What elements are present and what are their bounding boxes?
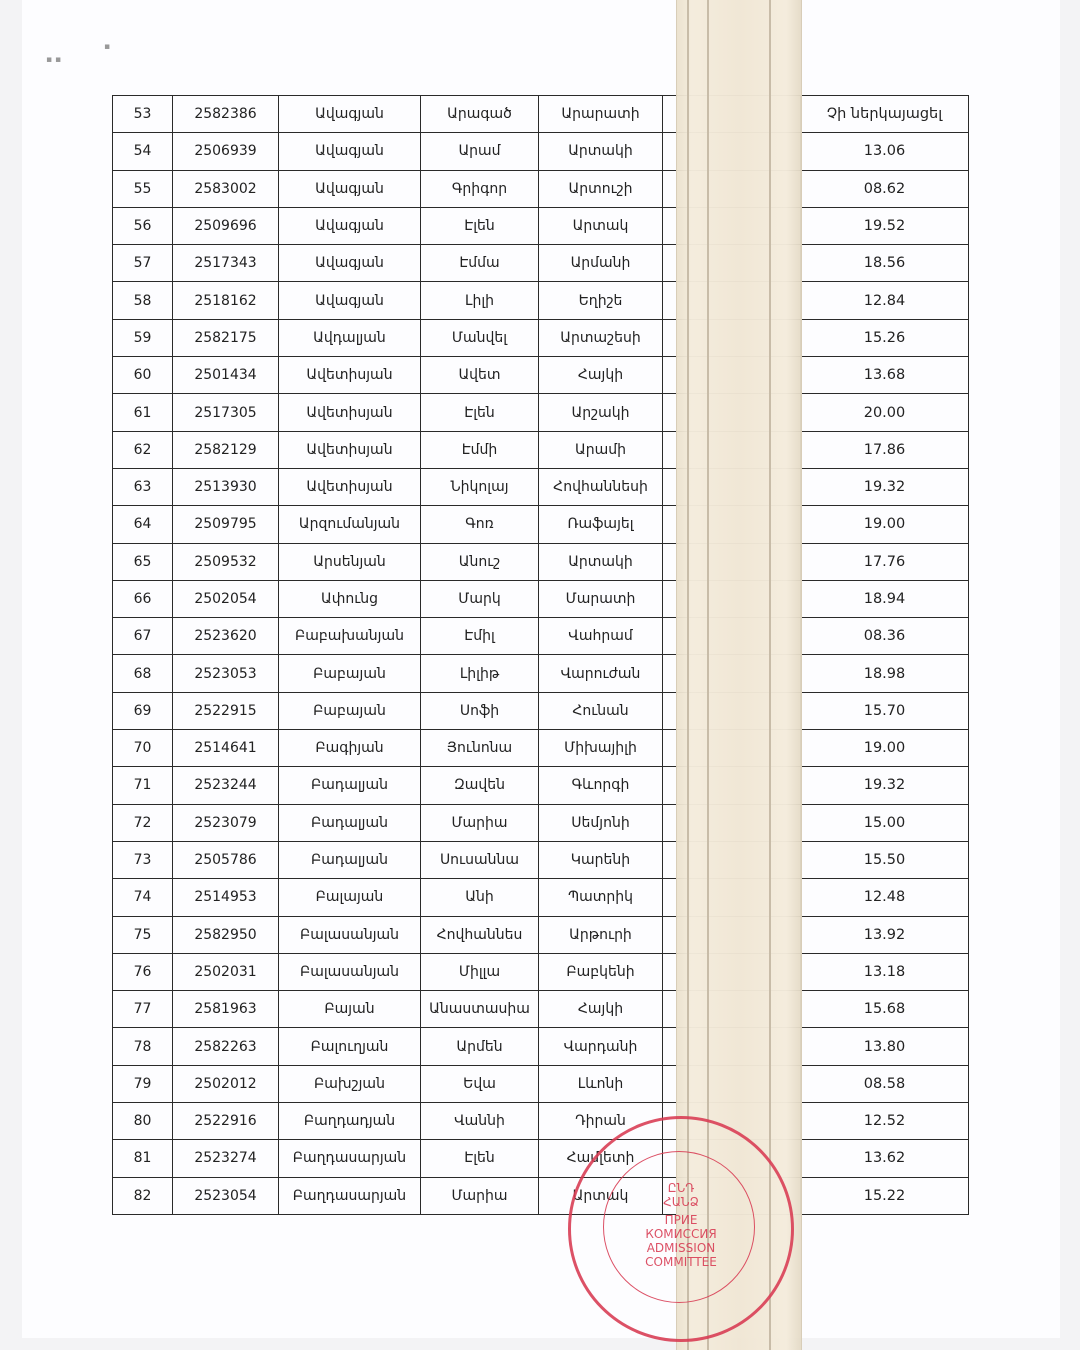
applicant-id-cell: 2582129 [173, 431, 279, 468]
table-row [113, 506, 969, 543]
surname-cell: Բաղդասարյան [279, 1177, 421, 1214]
first-name-cell: Անուշ [421, 543, 539, 580]
surname-cell: Բագիյան [279, 730, 421, 767]
table-row [113, 1065, 969, 1102]
table-row [113, 1103, 969, 1140]
patronymic-cell: Արտակ [539, 1177, 663, 1214]
row-number-cell: 78 [113, 1028, 173, 1065]
applicant-id-cell: 2582950 [173, 916, 279, 953]
patronymic-cell: Հունան [539, 692, 663, 729]
row-number-cell: 66 [113, 580, 173, 617]
first-name-cell: Գրիգոր [421, 170, 539, 207]
applicant-id-cell: 2509795 [173, 506, 279, 543]
first-name-cell: Սուսաննա [421, 841, 539, 878]
score-cell: 08.36 [801, 618, 969, 655]
row-number-cell: 79 [113, 1065, 173, 1102]
first-name-cell: Էմիլ [421, 618, 539, 655]
applicant-id-cell: 2583002 [173, 170, 279, 207]
applicant-id-cell: 2501434 [173, 357, 279, 394]
applicant-id-cell: 2581963 [173, 991, 279, 1028]
patronymic-cell: Լևոնի [539, 1065, 663, 1102]
table-row [113, 953, 969, 990]
first-name-cell: Էլեն [421, 394, 539, 431]
stamp-text-line: ԸՆԴ [667, 1181, 695, 1195]
surname-cell: Ավետիսյան [279, 394, 421, 431]
row-number-cell: 55 [113, 170, 173, 207]
first-name-cell: Հովհաննես [421, 916, 539, 953]
surname-cell: Ավագյան [279, 207, 421, 244]
stamp-text-line: ADMISSION [646, 1241, 716, 1255]
score-cell: 15.70 [801, 692, 969, 729]
first-name-cell: Մարիա [421, 804, 539, 841]
table-row [113, 730, 969, 767]
score-cell: 13.62 [801, 1140, 969, 1177]
table-row [113, 916, 969, 953]
table-row [113, 655, 969, 692]
first-name-cell: Էլեն [421, 1140, 539, 1177]
tape-fold-line [769, 0, 771, 1350]
score-cell: 19.00 [801, 730, 969, 767]
first-name-cell: Մարկ [421, 580, 539, 617]
table-row [113, 170, 969, 207]
first-name-cell: Ավետ [421, 357, 539, 394]
score-cell: 17.76 [801, 543, 969, 580]
row-number-cell: 68 [113, 655, 173, 692]
applicant-id-cell: 2522915 [173, 692, 279, 729]
score-cell: 08.62 [801, 170, 969, 207]
applicant-id-cell: 2523053 [173, 655, 279, 692]
first-name-cell: Վաննի [421, 1103, 539, 1140]
row-number-cell: 81 [113, 1140, 173, 1177]
score-cell: 13.92 [801, 916, 969, 953]
surname-cell: Ավագյան [279, 133, 421, 170]
row-number-cell: 64 [113, 506, 173, 543]
table-row [113, 394, 969, 431]
patronymic-cell: Արտակի [539, 543, 663, 580]
score-cell: 15.22 [801, 1177, 969, 1214]
table-row [113, 692, 969, 729]
patronymic-cell: Արտաշեսի [539, 319, 663, 356]
table-row [113, 841, 969, 878]
table-row [113, 804, 969, 841]
applicant-id-cell: 2502054 [173, 580, 279, 617]
applicant-id-cell: 2517305 [173, 394, 279, 431]
applicant-id-cell: 2514641 [173, 730, 279, 767]
patronymic-cell: Պատրիկ [539, 879, 663, 916]
surname-cell: Բալուղյան [279, 1028, 421, 1065]
surname-cell: Բալայան [279, 879, 421, 916]
table-row [113, 1028, 969, 1065]
patronymic-cell: Հայկի [539, 991, 663, 1028]
first-name-cell: Լիլիթ [421, 655, 539, 692]
patronymic-cell: Միխայիլի [539, 730, 663, 767]
patronymic-cell: Արամի [539, 431, 663, 468]
score-cell: 15.00 [801, 804, 969, 841]
score-cell: 20.00 [801, 394, 969, 431]
table-row [113, 282, 969, 319]
surname-cell: Արսենյան [279, 543, 421, 580]
row-number-cell: 58 [113, 282, 173, 319]
first-name-cell: Էմմա [421, 245, 539, 282]
score-cell: 13.06 [801, 133, 969, 170]
table-row [113, 580, 969, 617]
row-number-cell: 61 [113, 394, 173, 431]
first-name-cell: Անաստասիա [421, 991, 539, 1028]
applicant-id-cell: 2506939 [173, 133, 279, 170]
score-cell: 18.94 [801, 580, 969, 617]
row-number-cell: 63 [113, 468, 173, 505]
patronymic-cell: Արարատի [539, 96, 663, 133]
surname-cell: Ավագյան [279, 170, 421, 207]
surname-cell: Ավագյան [279, 96, 421, 133]
stamp-text-line: ՀԱՆՁ [663, 1195, 699, 1209]
surname-cell: Բալասանյան [279, 953, 421, 990]
applicant-id-cell: 2509696 [173, 207, 279, 244]
applicant-id-cell: 2502012 [173, 1065, 279, 1102]
surname-cell: Բադալյան [279, 804, 421, 841]
patronymic-cell: Արտակ [539, 207, 663, 244]
surname-cell: Բախշյան [279, 1065, 421, 1102]
row-number-cell: 57 [113, 245, 173, 282]
patronymic-cell: Ռաֆայել [539, 506, 663, 543]
first-name-cell: Միլլա [421, 953, 539, 990]
surname-cell: Արզումանյան [279, 506, 421, 543]
row-number-cell: 73 [113, 841, 173, 878]
patronymic-cell: Հայկի [539, 357, 663, 394]
table-row [113, 431, 969, 468]
table-row [113, 543, 969, 580]
applicant-id-cell: 2523079 [173, 804, 279, 841]
patronymic-cell: Կարենի [539, 841, 663, 878]
surname-cell: Բաղդասարյան [279, 1140, 421, 1177]
table-row [113, 207, 969, 244]
table-row [113, 96, 969, 133]
surname-cell: Ավագյան [279, 245, 421, 282]
patronymic-cell: Արմանի [539, 245, 663, 282]
surname-cell: Ափունց [279, 580, 421, 617]
applicant-id-cell: 2502031 [173, 953, 279, 990]
score-cell: 19.00 [801, 506, 969, 543]
applicant-id-cell: 2518162 [173, 282, 279, 319]
patronymic-cell: Վահրամ [539, 618, 663, 655]
surname-cell: Բաբախանյան [279, 618, 421, 655]
first-name-cell: Արագած [421, 96, 539, 133]
row-number-cell: 65 [113, 543, 173, 580]
table-row [113, 319, 969, 356]
row-number-cell: 77 [113, 991, 173, 1028]
row-number-cell: 60 [113, 357, 173, 394]
applicant-id-cell: 2505786 [173, 841, 279, 878]
table-row [113, 767, 969, 804]
score-cell: 19.52 [801, 207, 969, 244]
first-name-cell: Անի [421, 879, 539, 916]
stamp-text-line: COMMITTEE [645, 1255, 717, 1269]
surname-cell: Ավագյան [279, 282, 421, 319]
applicant-id-cell: 2514953 [173, 879, 279, 916]
first-name-cell: Սոֆի [421, 692, 539, 729]
row-number-cell: 75 [113, 916, 173, 953]
table-row [113, 1177, 969, 1214]
scan-specks: ▪ [104, 42, 111, 52]
patronymic-cell: Դիրան [539, 1103, 663, 1140]
row-number-cell: 74 [113, 879, 173, 916]
patronymic-cell: Մարատի [539, 580, 663, 617]
patronymic-cell: Հովհաննեսի [539, 468, 663, 505]
score-cell: 12.48 [801, 879, 969, 916]
applicant-id-cell: 2513930 [173, 468, 279, 505]
applicant-id-cell: 2517343 [173, 245, 279, 282]
score-cell: 18.98 [801, 655, 969, 692]
patronymic-cell: Վարդանի [539, 1028, 663, 1065]
score-cell: 18.56 [801, 245, 969, 282]
first-name-cell: Էլեն [421, 207, 539, 244]
patronymic-cell: Վարուժան [539, 655, 663, 692]
table-row [113, 879, 969, 916]
table-row [113, 245, 969, 282]
row-number-cell: 76 [113, 953, 173, 990]
score-cell: 13.80 [801, 1028, 969, 1065]
row-number-cell: 71 [113, 767, 173, 804]
score-cell: 12.84 [801, 282, 969, 319]
first-name-cell: Նիկոլայ [421, 468, 539, 505]
applicant-id-cell: 2582175 [173, 319, 279, 356]
patronymic-cell: Համլետի [539, 1140, 663, 1177]
patronymic-cell: Արտուշի [539, 170, 663, 207]
surname-cell: Բադալյան [279, 767, 421, 804]
surname-cell: Ավետիսյան [279, 468, 421, 505]
patronymic-cell: Արշակի [539, 394, 663, 431]
score-cell: 19.32 [801, 468, 969, 505]
first-name-cell: Գոռ [421, 506, 539, 543]
patronymic-cell: Արտակի [539, 133, 663, 170]
applicant-id-cell: 2509532 [173, 543, 279, 580]
surname-cell: Բաբայան [279, 655, 421, 692]
results-table [112, 95, 969, 1215]
first-name-cell: Յունոնա [421, 730, 539, 767]
stamp-text-line: КОМИССИЯ [645, 1227, 717, 1241]
row-number-cell: 82 [113, 1177, 173, 1214]
applicant-id-cell: 2523244 [173, 767, 279, 804]
row-number-cell: 67 [113, 618, 173, 655]
surname-cell: Բայան [279, 991, 421, 1028]
row-number-cell: 53 [113, 96, 173, 133]
patronymic-cell: Արթուրի [539, 916, 663, 953]
applicant-id-cell: 2582386 [173, 96, 279, 133]
applicant-id-cell: 2523274 [173, 1140, 279, 1177]
first-name-cell: Արամ [421, 133, 539, 170]
results-table-body [113, 96, 969, 1215]
score-cell: 15.68 [801, 991, 969, 1028]
score-cell: 17.86 [801, 431, 969, 468]
patronymic-cell: Գևորգի [539, 767, 663, 804]
score-cell: 13.68 [801, 357, 969, 394]
score-cell: 12.52 [801, 1103, 969, 1140]
table-row [113, 133, 969, 170]
surname-cell: Բադալյան [279, 841, 421, 878]
surname-cell: Ավետիսյան [279, 357, 421, 394]
first-name-cell: Զավեն [421, 767, 539, 804]
row-number-cell: 62 [113, 431, 173, 468]
patronymic-cell: Եղիշե [539, 282, 663, 319]
row-number-cell: 72 [113, 804, 173, 841]
surname-cell: Բաղդադյան [279, 1103, 421, 1140]
row-number-cell: 59 [113, 319, 173, 356]
first-name-cell: Լիլի [421, 282, 539, 319]
row-number-cell: 56 [113, 207, 173, 244]
table-row [113, 1140, 969, 1177]
applicant-id-cell: 2522916 [173, 1103, 279, 1140]
row-number-cell: 69 [113, 692, 173, 729]
patronymic-cell: Սեմյոնի [539, 804, 663, 841]
score-cell: Չի ներկայացել [801, 96, 969, 133]
first-name-cell: Եվա [421, 1065, 539, 1102]
surname-cell: Ավետիսյան [279, 431, 421, 468]
row-number-cell: 80 [113, 1103, 173, 1140]
first-name-cell: Էմմի [421, 431, 539, 468]
score-cell: 08.58 [801, 1065, 969, 1102]
surname-cell: Բաբայան [279, 692, 421, 729]
stamp-text-line: ПРИЕ [664, 1213, 698, 1227]
score-cell: 15.26 [801, 319, 969, 356]
row-number-cell: 70 [113, 730, 173, 767]
first-name-cell: Արմեն [421, 1028, 539, 1065]
table-row [113, 468, 969, 505]
first-name-cell: Մանվել [421, 319, 539, 356]
patronymic-cell: Բաբկենի [539, 953, 663, 990]
scan-specks: ▪ ▪ [46, 55, 62, 65]
first-name-cell: Մարիա [421, 1177, 539, 1214]
applicant-id-cell: 2523054 [173, 1177, 279, 1214]
table-row [113, 991, 969, 1028]
table-row [113, 618, 969, 655]
score-cell: 19.32 [801, 767, 969, 804]
surname-cell: Բալասանյան [279, 916, 421, 953]
table-row [113, 357, 969, 394]
score-cell: 13.18 [801, 953, 969, 990]
surname-cell: Ավդալյան [279, 319, 421, 356]
score-cell: 15.50 [801, 841, 969, 878]
row-number-cell: 54 [113, 133, 173, 170]
applicant-id-cell: 2523620 [173, 618, 279, 655]
admission-committee-stamp [568, 1116, 794, 1342]
applicant-id-cell: 2582263 [173, 1028, 279, 1065]
